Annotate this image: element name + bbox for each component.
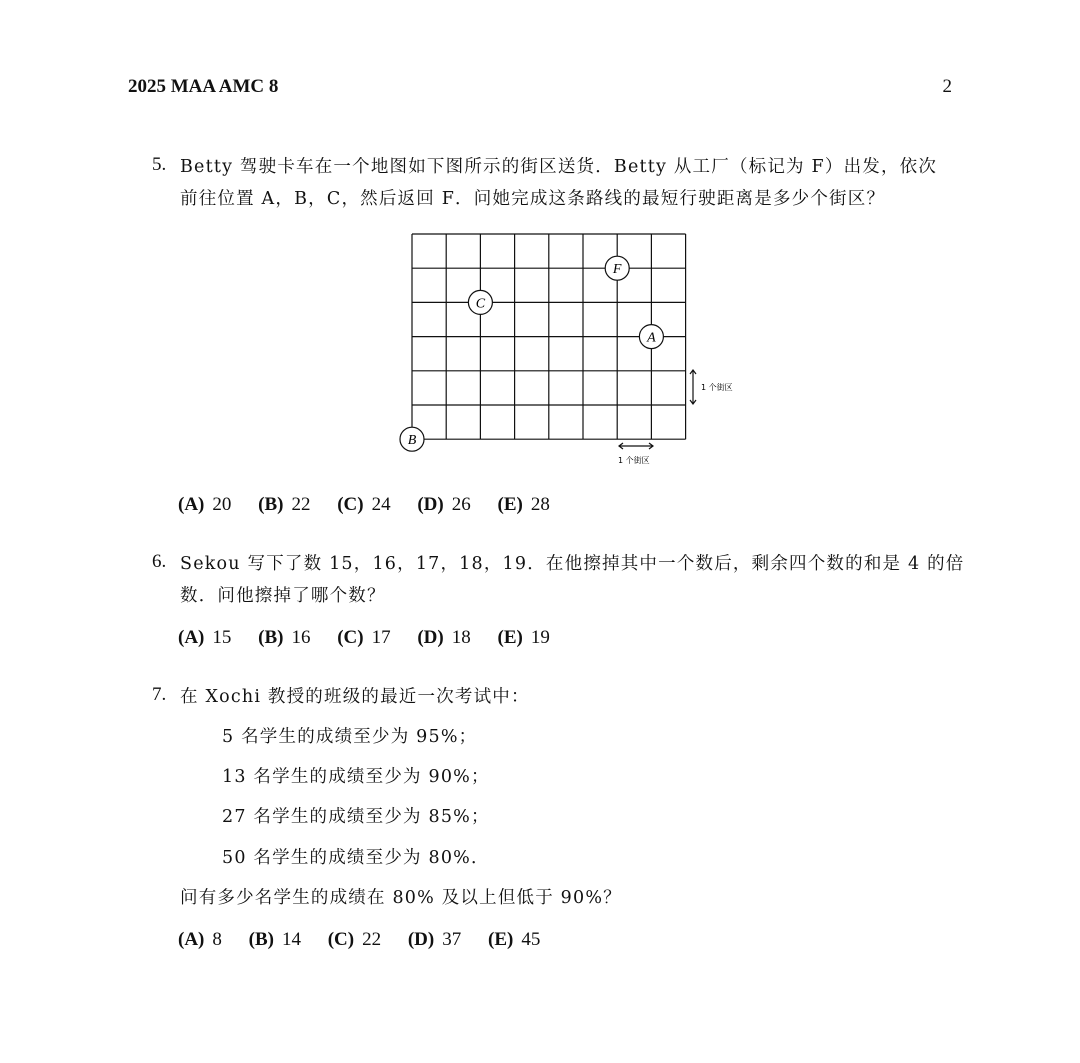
choice-value: 37 <box>442 929 462 950</box>
choice-letter: (A) <box>178 494 205 515</box>
answer-choices <box>178 627 572 649</box>
question-text-line: Sekou 写下了数 15，16，17，18，19．在他擦掉其中一个数后，剩余四个数的和是 4 的倍 <box>180 554 965 574</box>
answer-choices <box>178 494 572 516</box>
choice-value: 19 <box>530 627 550 648</box>
choice-b[interactable] <box>258 627 310 649</box>
answer-choices <box>178 929 562 951</box>
choice-letter: (D) <box>417 627 444 648</box>
choice-c[interactable] <box>337 627 390 649</box>
location-label-b: B <box>407 433 417 449</box>
choice-letter: (B) <box>248 929 274 950</box>
page-number: 2 <box>942 76 952 97</box>
question-number: 6. <box>152 551 167 572</box>
choice-b[interactable] <box>249 929 301 951</box>
choice-b[interactable] <box>258 494 310 516</box>
choice-value: 45 <box>521 929 541 950</box>
choice-letter: (C) <box>337 627 364 648</box>
choice-e[interactable] <box>498 494 550 516</box>
vertical-scale-label: 1 个街区 <box>701 383 733 392</box>
choice-value: 18 <box>451 627 471 648</box>
choice-letter: (C) <box>337 494 364 515</box>
choice-letter: (B) <box>258 494 284 515</box>
street-map-grid <box>390 224 770 474</box>
question-text-line: Betty 驾驶卡车在一个地图如下图所示的街区送货．Betty 从工厂（标记为 F）出发，依次 <box>180 157 938 177</box>
choice-value: 17 <box>371 627 391 648</box>
grid-points <box>400 256 663 451</box>
choice-value: 8 <box>212 929 222 950</box>
question-text-line: 在 Xochi 教授的班级的最近一次考试中： <box>180 687 530 707</box>
condition-line: 50 名学生的成绩至少为 80%． <box>222 848 490 868</box>
choice-letter: (C) <box>327 929 355 950</box>
choice-value: 14 <box>281 929 301 950</box>
condition-line: 27 名学生的成绩至少为 85%； <box>222 807 490 827</box>
horizontal-scale-label: 1 个街区 <box>618 456 650 465</box>
choice-value: 28 <box>530 494 550 515</box>
choice-value: 22 <box>362 929 382 950</box>
choice-a[interactable] <box>178 494 231 516</box>
choice-value: 16 <box>291 627 311 648</box>
question-number: 5. <box>152 154 167 175</box>
choice-value: 20 <box>212 494 232 515</box>
choice-c[interactable] <box>337 494 390 516</box>
choice-value: 26 <box>451 494 471 515</box>
choice-e[interactable] <box>488 929 540 951</box>
page-header-title: 2025 MAA AMC 8 <box>128 76 279 97</box>
choice-c[interactable] <box>328 929 381 951</box>
choice-value: 15 <box>212 627 232 648</box>
question-prompt: 问有多少名学生的成绩在 80% 及以上但低于 90%？ <box>180 888 622 908</box>
location-label-c: C <box>475 296 486 312</box>
choice-letter: (D) <box>407 929 435 950</box>
condition-line: 5 名学生的成绩至少为 95%； <box>222 727 478 747</box>
location-label-f: F <box>612 262 622 278</box>
vertical-scale-indicator <box>690 370 733 404</box>
choice-letter: (E) <box>488 929 514 950</box>
horizontal-scale-indicator <box>618 443 653 465</box>
choice-letter: (D) <box>417 494 444 515</box>
choice-letter: (E) <box>497 627 523 648</box>
question-number: 7. <box>152 684 167 705</box>
choice-a[interactable] <box>178 627 231 649</box>
choice-d[interactable] <box>408 929 461 951</box>
choice-value: 22 <box>291 494 311 515</box>
choice-value: 24 <box>371 494 391 515</box>
choice-d[interactable] <box>417 494 470 516</box>
question-text-line: 前往位置 A，B，C，然后返回 F．问她完成这条路线的最短行驶距离是多少个街区？ <box>180 189 886 209</box>
choice-d[interactable] <box>417 627 470 649</box>
location-label-a: A <box>647 330 656 346</box>
choice-letter: (E) <box>497 494 523 515</box>
question-text-line: 数．问他擦掉了哪个数？ <box>180 586 386 606</box>
choice-letter: (A) <box>178 627 205 648</box>
choice-letter: (B) <box>258 627 284 648</box>
choice-a[interactable] <box>178 929 222 951</box>
choice-e[interactable] <box>498 627 550 649</box>
choice-letter: (A) <box>178 929 205 950</box>
condition-line: 13 名学生的成绩至少为 90%； <box>222 767 490 787</box>
